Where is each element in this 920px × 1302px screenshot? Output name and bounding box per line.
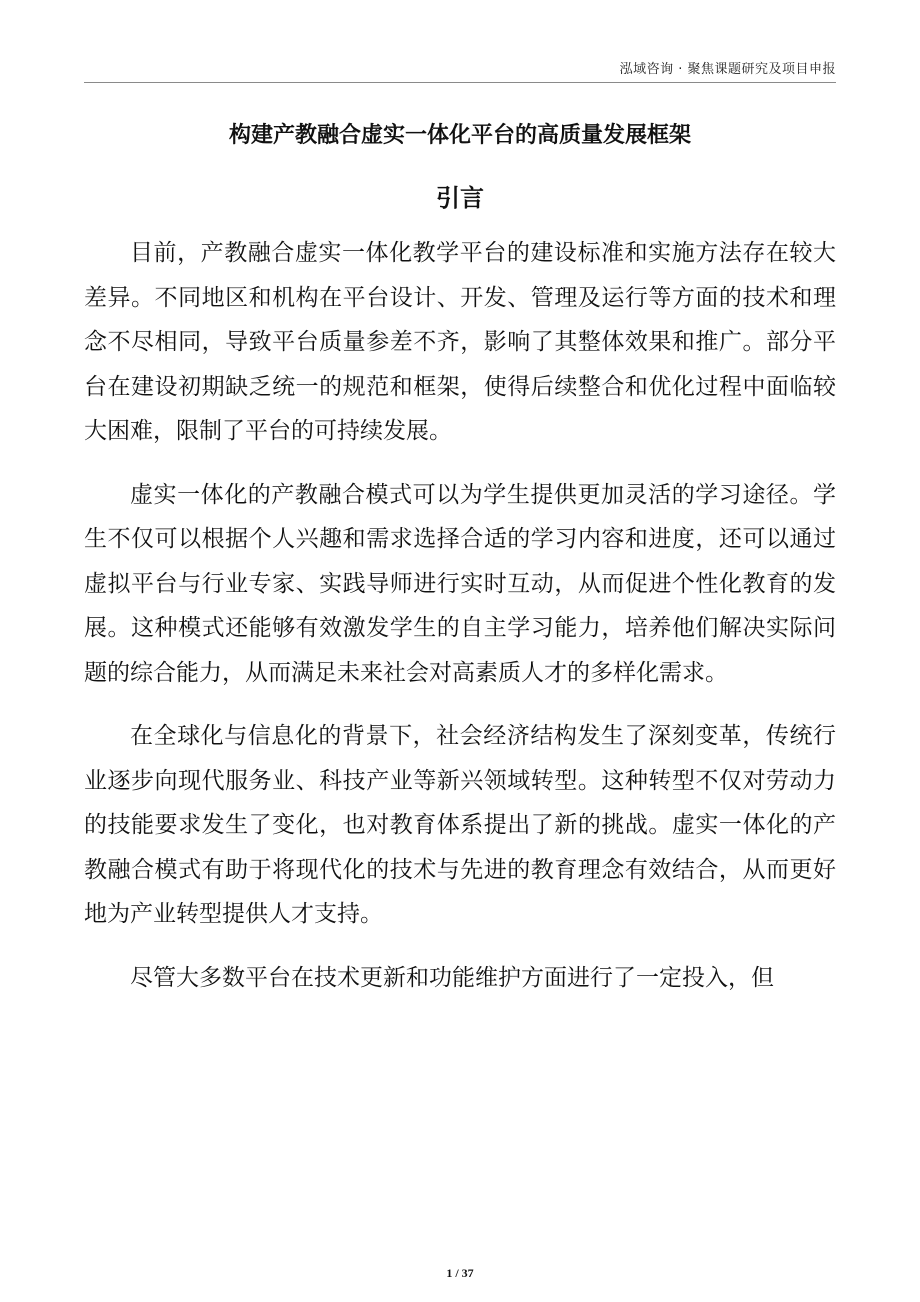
paragraph-1: 目前，产教融合虚实一体化教学平台的建设标准和实施方法存在较大差异。不同地区和机构在平台设计、开发、管理及运行等方面的技术和理念不尽相同，导致平台质量参差不齐，影响了其整体效果和推广。部分平台在建设初期缺乏统一的规范和框架，使得后续整合和优化过程中面临较大困难，限制了平台的可持续发展。 — [84, 240, 836, 444]
paragraph-4: 尽管大多数平台在技术更新和功能维护方面进行了一定投入，但 — [130, 964, 774, 991]
body-text — [84, 231, 836, 1019]
page-number: 1 / 37 — [446, 1266, 474, 1280]
header-divider — [84, 82, 836, 83]
document-title: 构建产教融合虚实一体化平台的高质量发展框架 — [228, 123, 691, 148]
section-heading: 引言 — [436, 184, 484, 212]
paragraph-3: 在全球化与信息化的背景下，社会经济结构发生了深刻变革，传统行业逐步向现代服务业、科技产业等新兴领域转型。这种转型不仅对劳动力的技能要求发生了变化，也对教育体系提出了新的挑战。虚实一体化的产教融合模式有助于将现代化的技术与先进的教育理念有效结合，从而更好地为产业转型提供人才支持。 — [84, 723, 836, 927]
header-text: 泓域咨询 · 聚焦课题研究及项目申报 — [619, 62, 836, 77]
paragraph-2: 虚实一体化的产教融合模式可以为学生提供更加灵活的学习途径。学生不仅可以根据个人兴趣和需求选择合适的学习内容和进度，还可以通过虚拟平台与行业专家、实践导师进行实时互动，从而促进个性化教育的发展。这种模式还能够有效激发学生的自主学习能力，培养他们解决实际问题的综合能力，从而满足未来社会对高素质人才的多样化需求。 — [84, 481, 836, 686]
